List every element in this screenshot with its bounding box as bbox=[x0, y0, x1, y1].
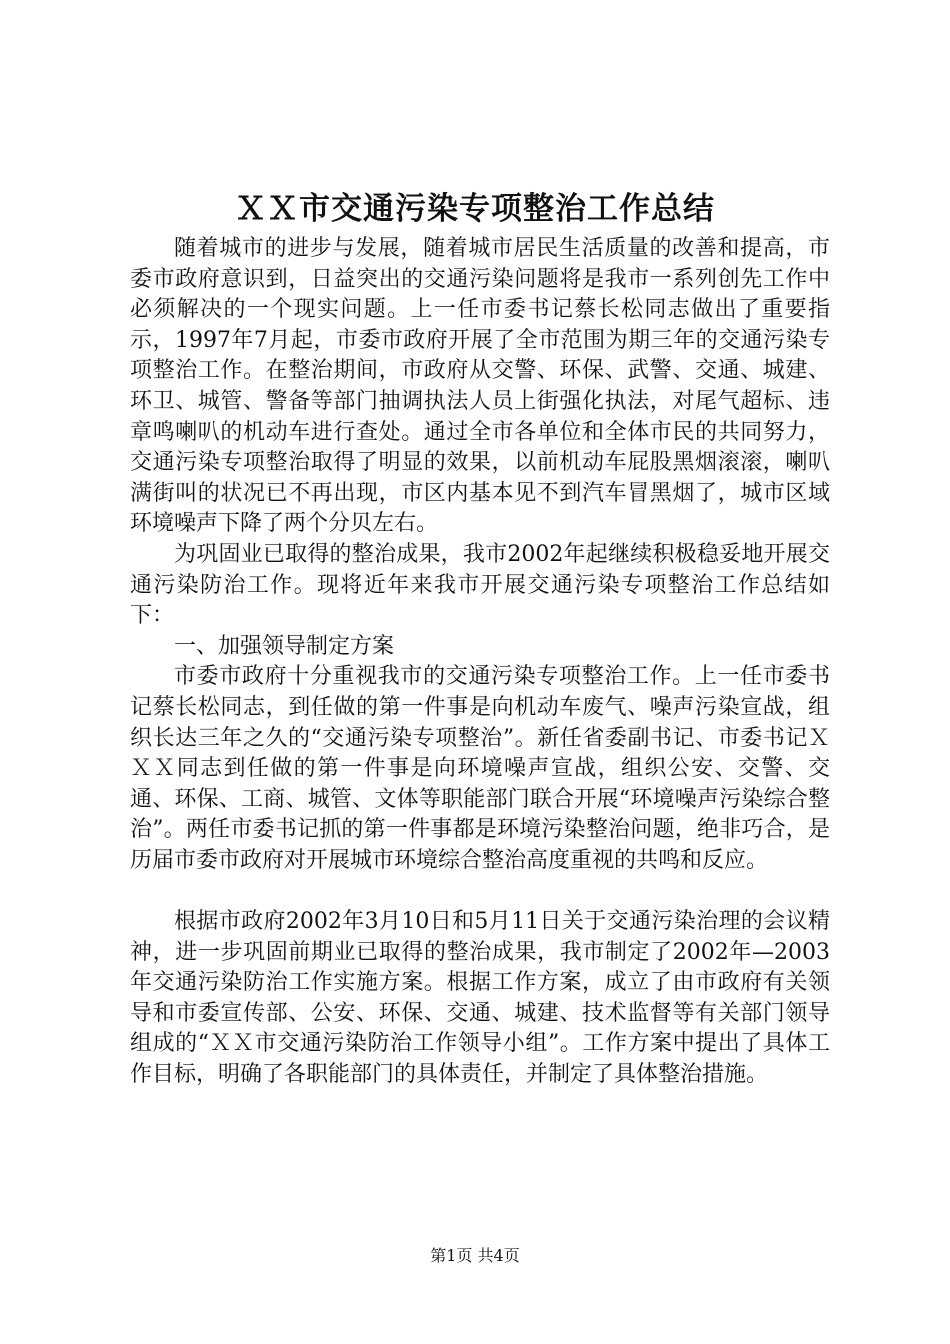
paragraph-spacer bbox=[130, 876, 830, 907]
paragraph-intro: 随着城市的进步与发展，随着城市居民生活质量的改善和提高，市委市政府意识到，日益突出的交通污染问题将是我市一系列创先工作中必须解决的一个现实问题。上一任市委书记蔡长松同志做出了重要指示，1997年7月起，市委市政府开展了全市范围为期三年的交通污染专项整治工作。在整治期间，市政府从交警、环保、武警、交通、城建、环卫、城管、警备等部门抽调执法人员上街强化执法，对尾气超标、违章鸣喇叭的机动车进行查处。通过全市各单位和全体市民的共同努力，交通污染专项整治取得了明显的效果，以前机动车屁股黑烟滚滚，喇叭满街叫的状况已不再出现，市区内基本见不到汽车冒黑烟了，城市区域环境噪声下降了两个分贝左右。 bbox=[130, 236, 830, 537]
paragraph-consolidation: 为巩固业已取得的整治成果，我市2002年起继续积极稳妥地开展交通污染防治工作。现将近年来我市开展交通污染专项整治工作总结如下： bbox=[130, 541, 830, 629]
page-footer: 第1页 共4页 bbox=[430, 1246, 520, 1265]
paragraph-leadership: 市委市政府十分重视我市的交通污染专项整治工作。上一任市委书记蔡长松同志，到任做的第一件事是向机动车废气、噪声污染宣战，组织长达三年之久的“交通污染专项整治”。新任省委副书记、市委书记ＸＸＸ同志到任做的第一件事是向环境噪声宣战，组织公安、交警、交通、环保、工商、城管、文体等职能部门联合开展“环境噪声污染综合整治”。两任市委书记抓的第一件事都是环境污染整治问题，绝非巧合，是历届市委市政府对开展城市环境综合整治高度重视的共鸣和反应。 bbox=[130, 664, 830, 873]
paragraph-plan: 根据市政府2002年3月10日和5月11日关于交通污染治理的会议精神，进一步巩固前期业已取得的整治成果，我市制定了2002年—2003年交通污染防治工作实施方案。根据工作方案，成立了由市政府有关领导和市委宣传部、公安、环保、交通、城建、技术监督等有关部门领导组成的“ＸＸ市交通污染防治工作领导小组”。工作方案中提出了具体工作目标，明确了各职能部门的具体责任，并制定了具体整治措施。 bbox=[130, 909, 830, 1088]
document-title: ＸＸ市交通污染专项整治工作总结 bbox=[235, 191, 715, 227]
section-heading-1: 一、加强领导制定方案 bbox=[174, 633, 395, 659]
document-body bbox=[130, 234, 830, 1091]
